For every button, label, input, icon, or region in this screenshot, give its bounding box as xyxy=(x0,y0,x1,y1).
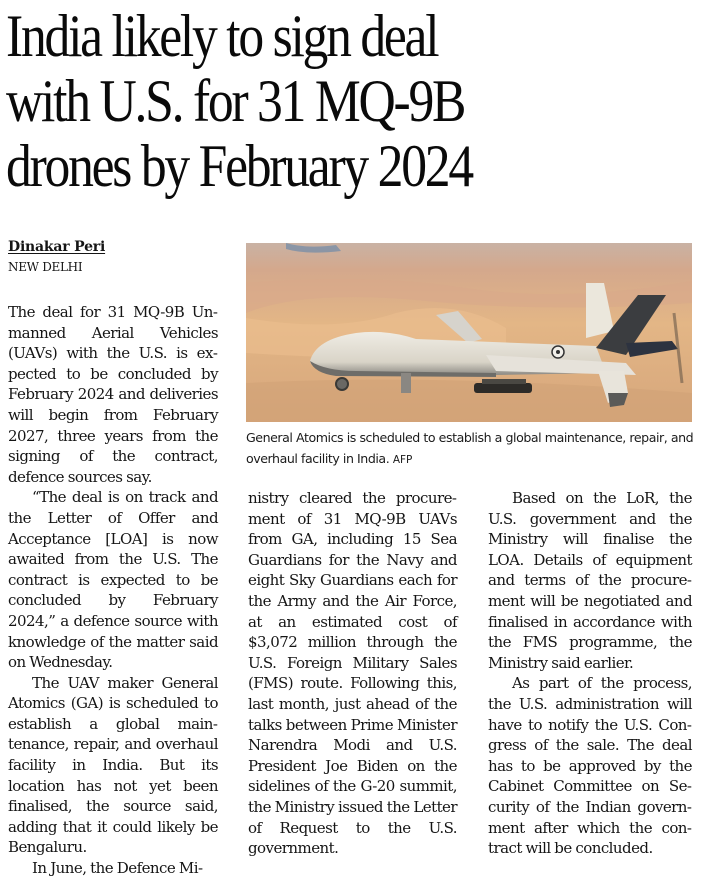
headline-line-1: India likely to sign deal xyxy=(6,3,438,69)
drone-photo xyxy=(246,243,692,422)
paragraph: “The deal is on track and the Letter of Offer and Acceptance [LOA] is now awaited from the U.S. The contract is expected to be concluded by February 2024,” a defence source with knowledge of the matter said on Wednesday. xyxy=(8,488,218,672)
paragraph: In June, the Defence Mi- xyxy=(32,859,203,878)
drone-image-icon xyxy=(246,243,692,422)
paragraph: The deal for 31 MQ-9B Unmanned Aerial Vehicles (UAVs) with the U.S. is expected to be concluded by February 2024 and deliveries will begin from February 2027, three years from the signing of the contract, defence sources say. xyxy=(8,303,218,486)
paragraph: Based on the LoR, the U.S. government and the Ministry will finalise the LOA. Details of equipment and terms of the procurement will be negotiated and finalised in accordance with the FMS programme, the Ministry said earlier. xyxy=(488,489,692,672)
paragraph: nistry cleared the procurement of 31 MQ-9B UAVs from GA, including 15 Sea Guardians for the Navy and eight Sky Guardians each for the Army and the Air Force, at an estimated cost of $3,072 million through the U.S. Foreign Military Sales (FMS) route. Following this, last month, just ahead of the talks between Prime Minister Narendra Modi and U.S. President Joe Biden on the sidelines of the G-20 summit, the Ministry issued the Letter of Request to the U.S. government. xyxy=(248,489,457,858)
author-name[interactable]: Dinakar Peri xyxy=(8,239,106,255)
photo-credit: AFP xyxy=(392,454,413,466)
dateline: NEW DELHI xyxy=(8,260,83,274)
article-column-3 xyxy=(488,488,692,859)
headline-line-3: drones by February 2024 xyxy=(6,133,472,199)
article-column-2 xyxy=(248,488,457,859)
article-column-1 xyxy=(8,302,218,879)
headline-line-2: with U.S. for 31 MQ-9B xyxy=(6,68,465,134)
paragraph: As part of the process, the U.S. administration will have to notify the U.S. Congress of the sale. The deal has to be approved by the Cabinet Committee on Security of the Indian government after which the contract will be concluded. xyxy=(488,674,692,858)
paragraph: The UAV maker General Atomics (GA) is scheduled to establish a global maintenance, repair, and overhaul facility in India. But its location has not yet been finalised, the source said, adding that it could likely be Bengaluru. xyxy=(8,673,218,857)
photo-caption xyxy=(246,427,696,471)
headline xyxy=(6,4,608,199)
byline xyxy=(8,236,238,276)
caption-text: General Atomics is scheduled to establish a global maintenance, repair, and overhaul facility in India. xyxy=(246,430,694,466)
